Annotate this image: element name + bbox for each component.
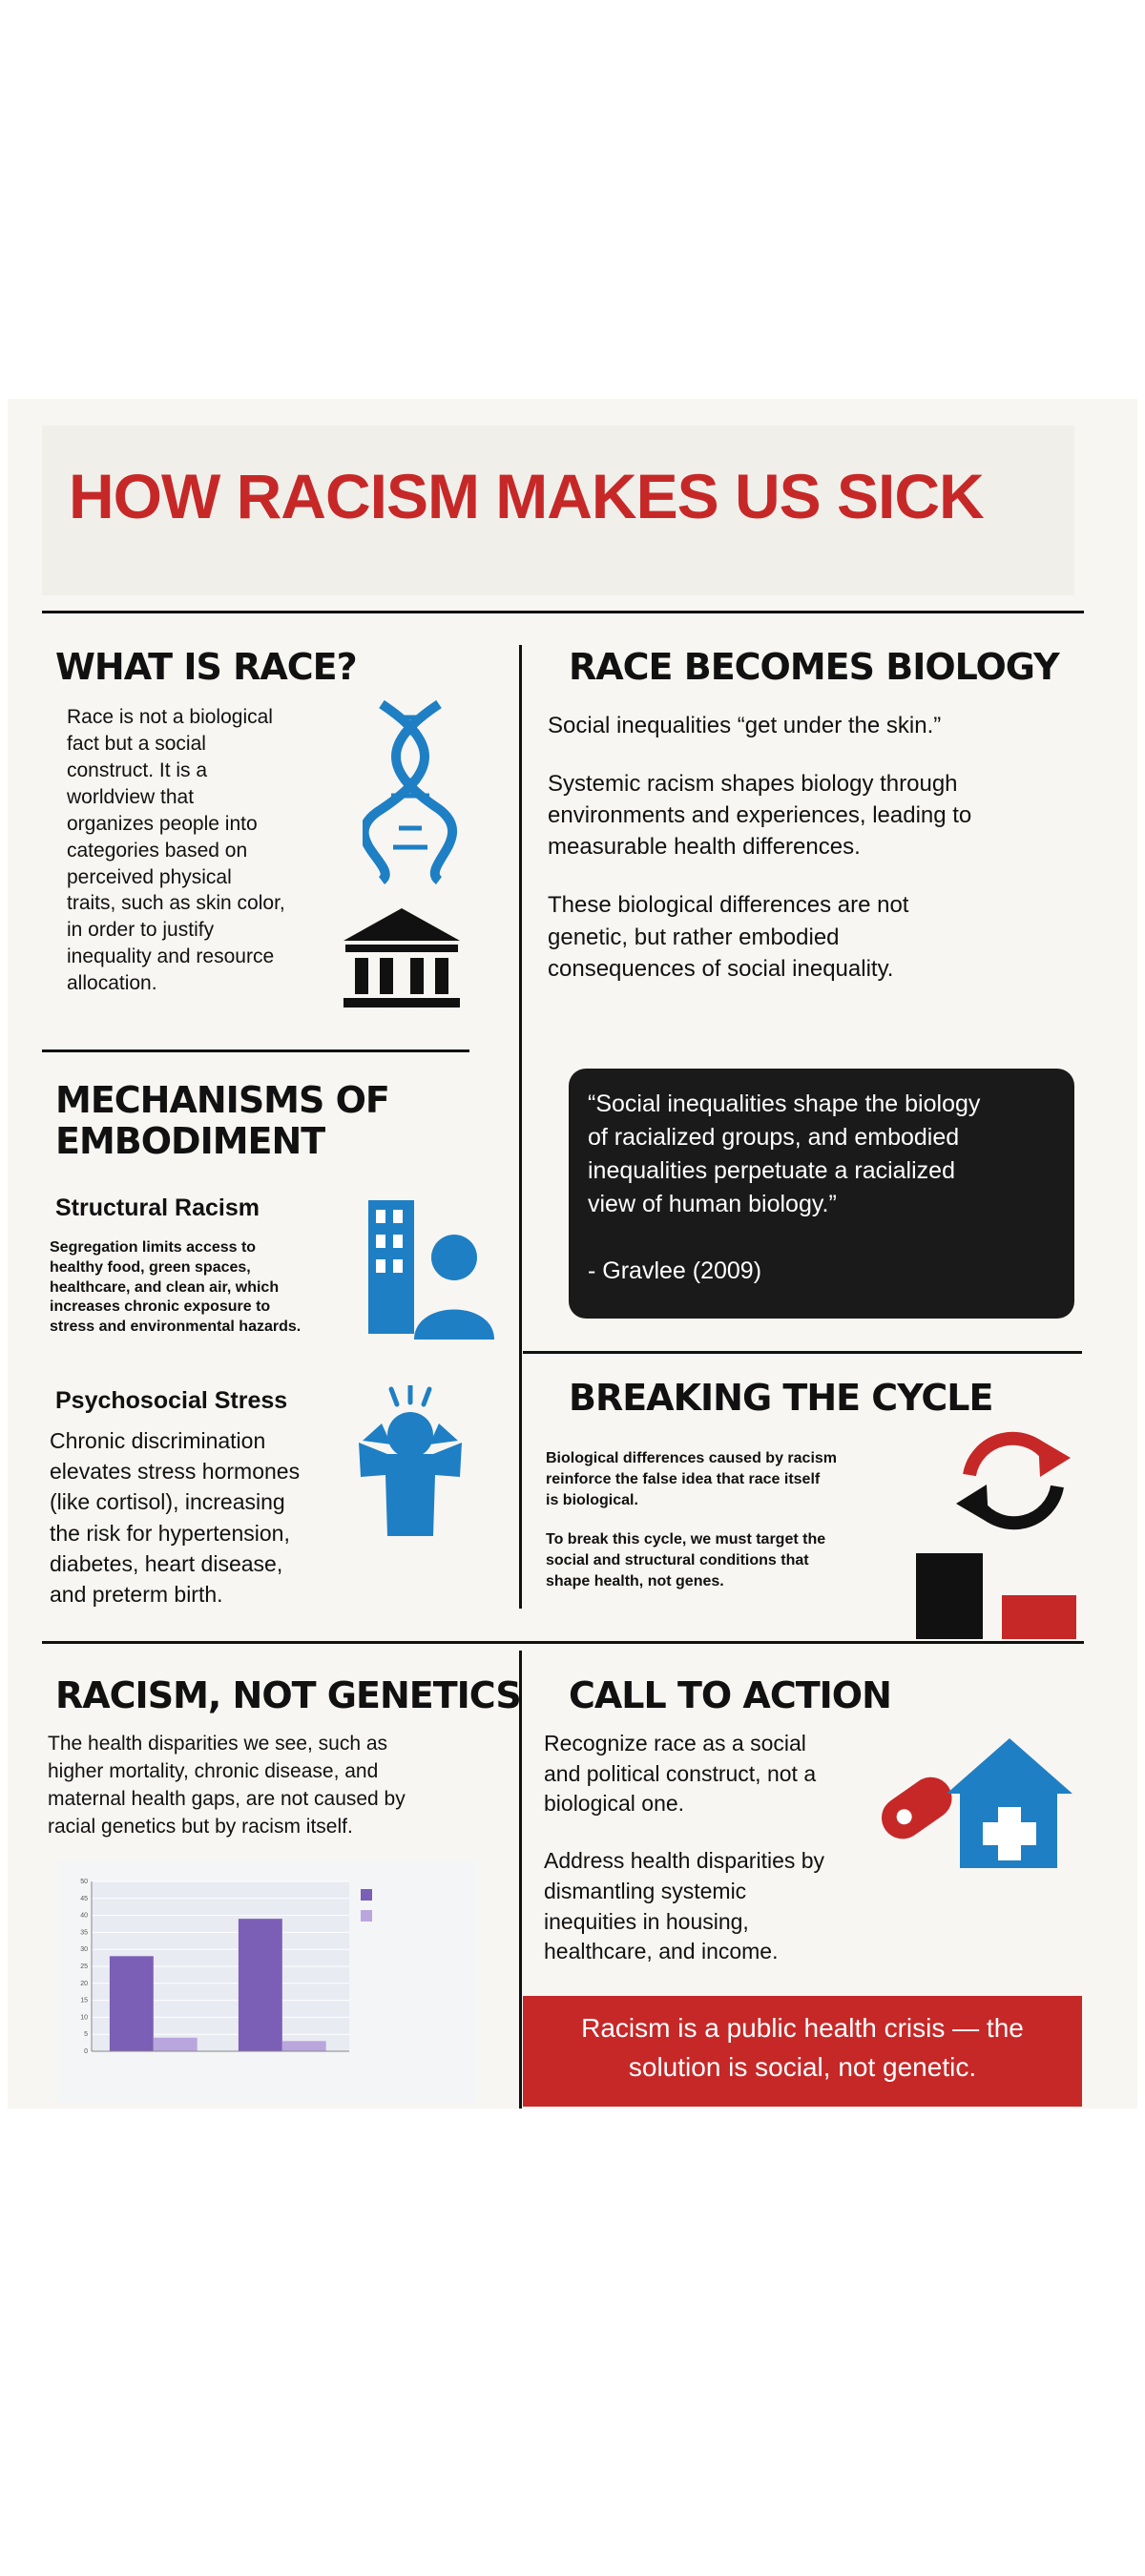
- mechanisms-heading: MECHANISMS OF EMBODIMENT: [55, 1079, 389, 1162]
- quote-attribution: - Gravlee (2009): [588, 1257, 762, 1284]
- quote-text: “Social inequalities shape the biology of racialized groups, and embodied inequalities perpetuate a racialized view of human biology.”: [588, 1091, 981, 1217]
- chart-svg: [57, 1860, 477, 2103]
- dna-icon: [363, 695, 458, 885]
- breaking-cycle-heading: BREAKING THE CYCLE: [569, 1377, 993, 1419]
- chart-bar: [239, 1919, 282, 2051]
- divider-center-bottom: [519, 1651, 522, 2109]
- racism-not-genetics-heading: RACISM, NOT GENETICS: [55, 1674, 521, 1716]
- what-is-race-heading: WHAT IS RACE?: [55, 646, 357, 688]
- cycle-arrows-icon: [947, 1418, 1080, 1542]
- chart-tick-label: 45: [80, 1895, 88, 1902]
- chart-tick-label: 50: [80, 1879, 88, 1885]
- chart-bar: [154, 2038, 198, 2051]
- chart-tick-label: 35: [80, 1929, 88, 1937]
- chart-legend-swatch: [361, 1889, 372, 1901]
- chart-tick-label: 5: [84, 2031, 88, 2039]
- chart-tick-label: 10: [80, 2014, 88, 2022]
- chart-tick-label: 40: [80, 1912, 88, 1920]
- divider-bottom: [42, 1641, 1084, 1644]
- page-title: HOW RACISM MAKES US SICK: [69, 461, 984, 531]
- chart-tick-label: 20: [80, 1980, 88, 1987]
- chart-tick-label: 15: [80, 1997, 88, 2005]
- chart-bar: [282, 2041, 326, 2051]
- city-person-icon: [361, 1196, 494, 1349]
- psychosocial-stress-title: Psychosocial Stress: [55, 1387, 288, 1414]
- bar-red-block: [1002, 1595, 1076, 1639]
- divider-right-mid: [523, 1351, 1082, 1354]
- divider-left-mid: [42, 1049, 469, 1052]
- divider-top: [42, 611, 1084, 613]
- disparity-bar-chart: [57, 1860, 477, 2103]
- racism-not-genetics-text: The health disparities we see, such as higher mortality, chronic disease, and maternal health gaps, are not caused by racial genetics but by racism itself.: [48, 1733, 406, 1838]
- chart-tick-label: 25: [80, 1963, 88, 1970]
- race-becomes-biology-heading: RACE BECOMES BIOLOGY: [569, 646, 1059, 688]
- divider-center-top: [519, 645, 522, 1609]
- house-medical-icon: [866, 1735, 1082, 1887]
- what-is-race-text: Race is not a biological fact but a social construct. It is a worldview that organizes people into categories based on perceived physical traits, such as skin color, in order to justify inequality and resource allocation.: [67, 706, 285, 995]
- institution-icon: [340, 906, 464, 1011]
- call-to-action-heading: CALL TO ACTION: [569, 1674, 891, 1716]
- chart-legend-swatch: [361, 1910, 372, 1922]
- stressed-person-icon: [353, 1385, 468, 1538]
- chart-tick-label: 0: [84, 2048, 88, 2055]
- bar-dark-block: [916, 1553, 983, 1639]
- breaking-cycle-text: Biological differences caused by racism reinforce the false idea that race itself is biological. To break this cycle, we must target the social and structural conditions that shape health, not genes.: [546, 1450, 838, 1589]
- structural-racism-title: Structural Racism: [55, 1195, 260, 1221]
- psychosocial-stress-text: Chronic discrimination elevates stress hormones (like cortisol), increasing the risk for hypertension, diabetes, heart disease, and preterm birth.: [50, 1428, 301, 1607]
- crisis-text: Racism is a public health crisis — the solution is social, not genetic.: [581, 2013, 1024, 2082]
- call-to-action-text: Recognize race as a social and political construct, not a biological one. Address health disparities by dismantling systemic inequities in housing, healthcare, and income.: [544, 1731, 825, 1964]
- structural-racism-text: Segregation limits access to healthy food, green spaces, healthcare, and clean air, which increases chronic exposure to stress and environmental hazards.: [50, 1239, 302, 1336]
- chart-tick-label: 30: [80, 1946, 88, 1954]
- race-biology-text: Social inequalities “get under the skin.” Systemic racism shapes biology through environments and experiences, leading to measurable health differences. These biological differences are not genetic, but rather embodied consequences of social inequality.: [548, 713, 972, 982]
- chart-bar: [110, 1956, 154, 2051]
